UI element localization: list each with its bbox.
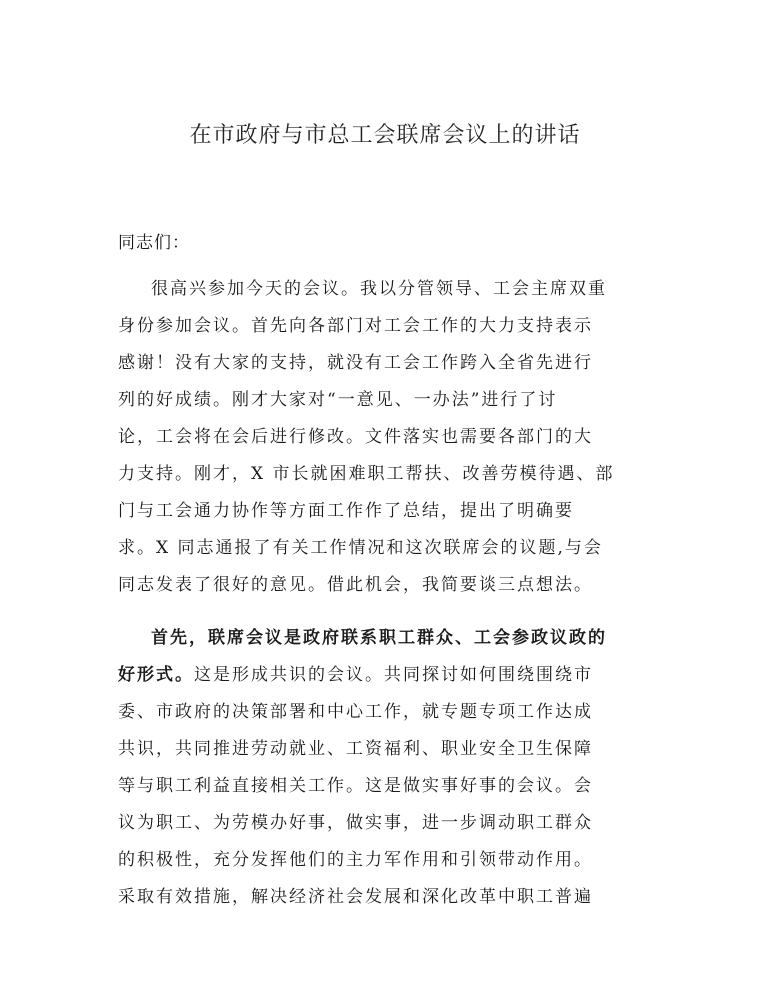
salutation: 同志们： [118,233,190,253]
paragraph-line: 身份参加会议。首先向各部门对工会工作的大力支持表示 [118,316,593,336]
paragraph-intro [118,271,658,604]
paragraph-line: 采取有效措施，解决经济社会发展和深化改革中职工普遍 [118,887,593,907]
paragraph-line: 的积极性，充分发挥他们的主力军作用和引领带动作用。 [118,850,593,870]
paragraph-line: 共识，共同推进劳动就业、工资福利、职业安全卫生保障 [118,739,593,759]
paragraph-text: 这是形成共识的会议。共同探讨如何围绕围绕市 [194,665,593,685]
paragraph-line: 列的好成绩。刚才大家对“一意见、一办法”进行了讨 [118,390,558,410]
paragraph-line: 委、市政府的决策部署和中心工作，就专题专项工作达成 [118,702,593,722]
paragraph-line [118,657,658,694]
point-heading: 首先，联席会议是政府联系职工群众、工会参政议政的 [151,628,607,648]
point-heading-end: 好形式。 [118,665,194,685]
paragraph-line: 同志发表了很好的意见。借此机会，我简要谈三点想法。 [118,575,593,595]
paragraph-line: 议为职工、为劳模办好事，做实事，进一步调动职工群众 [118,813,593,833]
paragraph-line: 很高兴参加今天的会议。我以分管领导、工会主席双重 [151,279,607,299]
paragraph-line: 感谢！没有大家的支持，就没有工会工作跨入全省先进行 [118,353,593,373]
paragraph-line: 求。X 同志通报了有关工作情况和这次联席会的议题,与会 [118,538,603,558]
paragraph-line: 等与职工利益直接相关工作。这是做实事好事的会议。会 [118,776,593,796]
paragraph-line: 论，工会将在会后进行修改。文件落实也需要各部门的大 [118,427,593,447]
paragraph-line: 力支持。刚才，X 市长就困难职工帮扶、改善劳模待遇、部 [118,464,615,484]
paragraph-first-point [118,620,658,916]
document-title: 在市政府与市总工会联席会议上的讲话 [189,123,581,148]
paragraph-line: 门与工会通力协作等方面工作作了总结，提出了明确要 [118,501,574,521]
